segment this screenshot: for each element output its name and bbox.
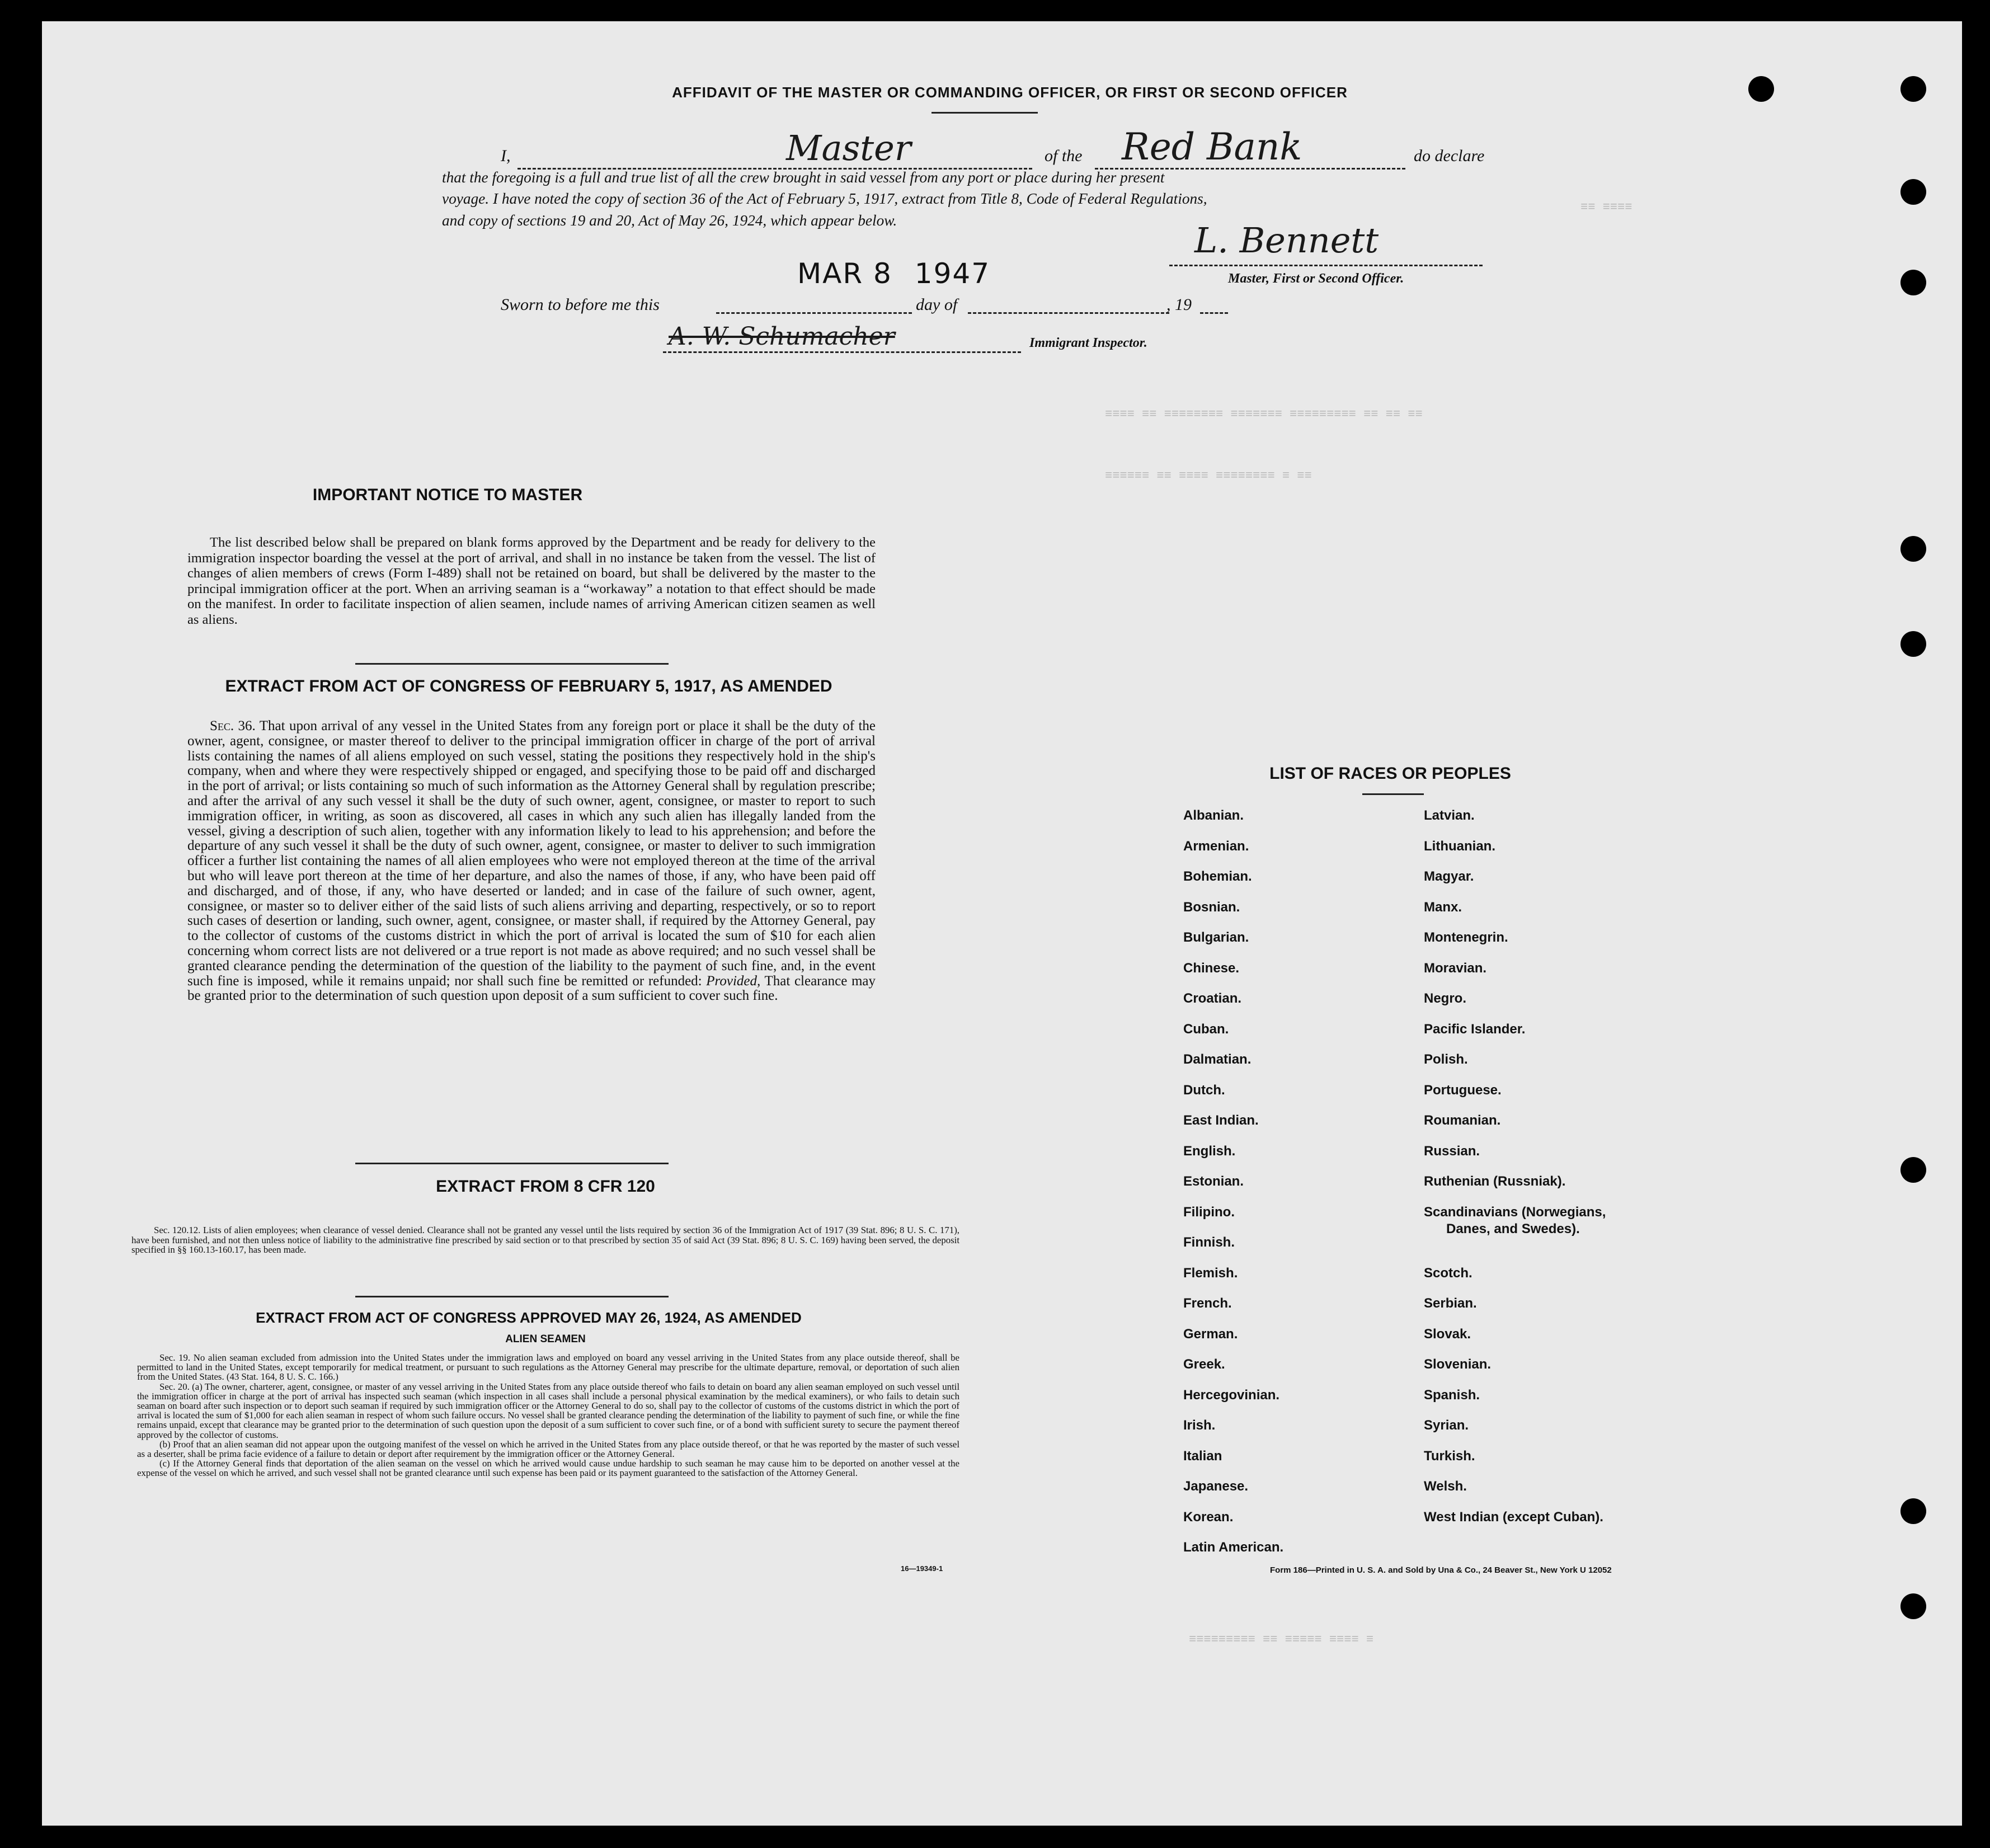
race-item: French. bbox=[1183, 1296, 1232, 1311]
cfr-paragraph: Sec. 120.12. Lists of alien employees; when clearance of vessel denied. Clearance shall not be granted any vessel until the lists required by section 36 of the Immigration Act of 1917 (39 Stat. 896; 8 U. S. C. 171), have been furnished, and not then unless notice of liability to the administrative fine prescribed by said section or to that prescribed by section 35 of said Act (39 Stat. 896; 8 U. S. C. 169) having been served, the deposit specified in §§ 160.13-160.17, has been made. bbox=[131, 1225, 959, 1255]
race-item: Croatian. bbox=[1183, 991, 1242, 1006]
race-item: Moravian. bbox=[1424, 960, 1487, 976]
races-left-column bbox=[1183, 807, 1385, 1570]
race-item: Armenian. bbox=[1183, 838, 1249, 854]
scandinavians-line-2: Danes, and Swedes). bbox=[1446, 1221, 1580, 1236]
scandinavians-line-1: Scandinavians (Norwegians, bbox=[1424, 1204, 1606, 1220]
notice-body bbox=[187, 535, 876, 627]
race-item: East Indian. bbox=[1183, 1113, 1259, 1128]
sworn-month-line bbox=[968, 312, 1169, 314]
extract-1924-title: EXTRACT FROM ACT OF CONGRESS APPROVED MAY 26, 1924, AS AMENDED bbox=[256, 1309, 802, 1326]
races-title-divider bbox=[1362, 793, 1424, 795]
section-36-text: That upon arrival of any vessel in the United States from any foreign port or place it shall be the duty of the owner, agent, consignee, or master thereof to deliver to the principal immigration officer in charge of the port of arrival lists containing the names of all aliens employed on such vessel, stating the positions they respectively hold in the ship's company, when and where they were respectively shipped or engaged, and specifying those to be paid off and discharged in the port of arrival; or lists containing so much of such information as the Attorney General shall by regulation prescribe; and after the arrival of any such vessel it shall be the duty of such owner, agent, consignee, or master to report to such immigration officer, in writing, as soon as discovered, all cases in which any such alien has illegally landed from the vessel, giving a description of such alien, together with any information likely to lead to his apprehension; and before the departure of any such vessel it shall be the duty of such owner, agent, consignee, or master to deliver to such immigration officer a further list containing the names of all alien employees who were not employed thereon at the time of the arrival but who will leave port thereon at the time of her departure, and also the names of those, if any, who have been paid off and discharged, and of those, if any, who have deserted or landed; and in case of the failure of such owner, agent, consignee, or master so to deliver either of the said lists of such aliens arriving and departing, respectively, or so to report such cases of desertion or landing, such owner, agent, consignee, or master shall, if required by the Attorney General, pay to the collector of customs of the customs district in which the port of arrival is located the sum of $10 for each alien concerning whom correct lists are not delivered or a true report is not made as above required; and no such vessel shall be granted clearance pending the determination of the question of the liability to the payment of such fine, and, in the event such fine is imposed, while it remains unpaid; nor shall such fine be remitted or refunded: bbox=[187, 718, 876, 989]
race-item: Hercegovinian. bbox=[1183, 1387, 1280, 1403]
punch-hole bbox=[1900, 76, 1926, 102]
sworn-day-line bbox=[716, 312, 912, 314]
vessel-name-handwritten: Red Bank bbox=[1122, 125, 1302, 168]
race-item: Portuguese. bbox=[1424, 1082, 1502, 1098]
section-19-paragraph: Sec. 19. No alien seaman excluded from admission into the United States under the immigration laws and employed on board any vessel arriving in the United States from any place outside thereof, shall be permitted to land in the United States, except temporarily for medical treatment, or pursuant to such regulations as the Attorney General may prescribe for the ultimate departure, removal, or deportation of such alien from the United States. (43 Stat. 164, 8 U. S. C. 166.) bbox=[137, 1352, 959, 1383]
punch-hole bbox=[1900, 631, 1926, 657]
notice-divider bbox=[355, 663, 669, 665]
race-item-scandinavians bbox=[1424, 1204, 1715, 1265]
punch-hole bbox=[1900, 1498, 1926, 1524]
government-form-number: 16—19349-1 bbox=[901, 1564, 943, 1573]
race-item: Polish. bbox=[1424, 1052, 1468, 1067]
manifest-sheet bbox=[42, 21, 1962, 1826]
race-item: Dalmatian. bbox=[1183, 1052, 1252, 1067]
race-item: German. bbox=[1183, 1326, 1238, 1342]
race-item: Italian bbox=[1183, 1448, 1222, 1464]
race-item: Flemish. bbox=[1183, 1265, 1238, 1281]
sworn-text: Sworn to before me this bbox=[501, 295, 660, 314]
race-item: Bulgarian. bbox=[1183, 930, 1249, 945]
sworn-year-line bbox=[1200, 312, 1228, 314]
race-item: Cuban. bbox=[1183, 1021, 1229, 1037]
inspector-signature-line bbox=[663, 351, 1021, 353]
race-item: Syrian. bbox=[1424, 1418, 1469, 1433]
bleed-through-text: ≡≡≡≡≡≡ ≡≡ ≡≡≡≡ ≡≡≡≡≡≡≡≡ ≡ ≡≡ bbox=[1105, 469, 1312, 483]
declaration-of-the: of the bbox=[1045, 147, 1083, 165]
race-item: Spanish. bbox=[1424, 1387, 1480, 1403]
race-item: Japanese. bbox=[1183, 1479, 1249, 1494]
race-item: Bohemian. bbox=[1183, 869, 1252, 884]
punch-hole bbox=[1900, 179, 1926, 205]
race-item: Filipino. bbox=[1183, 1204, 1235, 1220]
section-36-closing: That clearance may be granted prior to the determination of such question upon deposit of a sum sufficient to cover such fine. bbox=[187, 973, 876, 1004]
race-item: Latin American. bbox=[1183, 1540, 1284, 1555]
race-item: English. bbox=[1183, 1143, 1236, 1159]
extract-1917-body bbox=[187, 719, 876, 1004]
cfr-body bbox=[131, 1225, 959, 1255]
race-item: Chinese. bbox=[1183, 960, 1240, 976]
section-20c-paragraph: (c) If the Attorney General finds that deportation of the alien seaman on the vessel on which he arrived would cause undue hardship to such seaman he may cause him to be deported on another vessel at the expense of the vessel on which he arrived, and such vessel shall not be granted clearance until such expense has been paid or its payment guaranteed to the satisfaction of the Attorney General. bbox=[137, 1458, 959, 1479]
inspector-signature: A. W. Schumacher bbox=[669, 322, 895, 351]
race-item: Greek. bbox=[1183, 1357, 1225, 1372]
race-item: Russian. bbox=[1424, 1143, 1480, 1159]
race-item: Welsh. bbox=[1424, 1479, 1467, 1494]
punch-hole bbox=[1900, 1593, 1926, 1619]
race-item: Albanian. bbox=[1183, 808, 1244, 823]
date-stamp bbox=[797, 257, 990, 290]
extract-1924-body bbox=[137, 1353, 959, 1478]
bleed-through-text: ≡≡ ≡≡≡≡ bbox=[1580, 200, 1633, 214]
declaration-i: I, bbox=[501, 147, 511, 165]
signature-caption: Master, First or Second Officer. bbox=[1228, 271, 1404, 286]
extract-1917-divider bbox=[355, 1163, 669, 1164]
race-item: Slovenian. bbox=[1424, 1357, 1492, 1372]
provided-clause: Provided, bbox=[706, 973, 761, 989]
punch-hole bbox=[1900, 270, 1926, 295]
section-36-label: Sec. 36. bbox=[210, 718, 256, 733]
declaration-line-3: voyage. I have noted the copy of section 36 of the Act of February 5, 1917, extract from Title 8, Code of Federal Regulations, bbox=[442, 190, 1207, 207]
section-36-paragraph bbox=[187, 719, 876, 1004]
race-item: Montenegrin. bbox=[1424, 930, 1508, 945]
section-20a-paragraph: Sec. 20. (a) The owner, charterer, agent, consignee, or master of any vessel arriving in the United States from any place outside thereof who fails to detain on board any alien seaman employed on such vessel until the immigration officer in charge at the port of arrival has inspected such seaman (which inspection in all cases shall include a personal physical examination by the medical examiners), or who fails to detain such seaman on board after such inspection or to deport such seaman if required by such immigration officer or the Attorney General to do so, shall pay to the collector of customs of the customs district in which the port of arrival is located the sum of $1,000 for each alien seaman in respect of whom such failure occurs. No vessel shall be granted clearance pending the determination of the liability to payment of such fine, or while the fine remains unpaid, except that clearance may be granted prior to the determination of such question upon the deposit of a sum sufficient to cover such fine, or of a bond with sufficient surety to secure the payment thereof approved by the collector of customs. bbox=[137, 1381, 959, 1440]
bleed-through-text: ≡≡≡≡≡≡≡≡≡ ≡≡ ≡≡≡≡≡ ≡≡≡≡ ≡ bbox=[1189, 1633, 1374, 1647]
race-item: Scotch. bbox=[1424, 1265, 1472, 1281]
form-printer-footer: Form 186—Printed in U. S. A. and Sold by Una & Co., 24 Beaver St., New York U 12052 bbox=[1270, 1565, 1612, 1575]
race-item: Magyar. bbox=[1424, 869, 1474, 884]
race-item: Negro. bbox=[1424, 991, 1467, 1006]
races-right-column bbox=[1424, 807, 1715, 1539]
race-item: Serbian. bbox=[1424, 1296, 1477, 1311]
extract-1924-subtitle: ALIEN SEAMEN bbox=[505, 1333, 586, 1345]
race-item: Manx. bbox=[1424, 899, 1462, 915]
master-signature: L. Bennett bbox=[1194, 220, 1379, 261]
inspector-caption: Immigrant Inspector. bbox=[1029, 336, 1147, 350]
punch-hole bbox=[1900, 1157, 1926, 1183]
bleed-through-text: ≡≡≡≡ ≡≡ ≡≡≡≡≡≡≡≡ ≡≡≡≡≡≡≡ ≡≡≡≡≡≡≡≡≡ ≡≡ ≡≡ ≡≡ bbox=[1105, 407, 1423, 421]
title-divider bbox=[932, 112, 1038, 114]
cfr-divider bbox=[355, 1296, 669, 1297]
race-item: Latvian. bbox=[1424, 808, 1475, 823]
sworn-day-of: day of bbox=[916, 295, 958, 314]
notice-title: IMPORTANT NOTICE TO MASTER bbox=[312, 486, 583, 504]
race-item: Irish. bbox=[1183, 1418, 1216, 1433]
race-item: Estonian. bbox=[1183, 1174, 1244, 1189]
race-item: Roumanian. bbox=[1424, 1113, 1501, 1128]
declaration-line-2: that the foregoing is a full and true list of all the crew brought in said vessel from any port or place during her present bbox=[442, 169, 1165, 186]
sworn-year-prefix: , 19 bbox=[1166, 295, 1192, 314]
section-20b-paragraph: (b) Proof that an alien seaman did not appear upon the outgoing manifest of the vessel on which he arrived in the United States from any place outside thereof, or that he was reported by the master of such vessel as a deserter, shall be prima facie evidence of a failure to detain or deport after requirement by the immigration officer or the Attorney General. bbox=[137, 1438, 959, 1460]
stamp-date: MAR 8 bbox=[797, 257, 892, 290]
stamp-year: 1947 bbox=[914, 257, 991, 290]
declaration-do-declare: do declare bbox=[1414, 147, 1485, 165]
signature-line bbox=[1169, 265, 1483, 266]
officer-title-handwritten: Master bbox=[786, 128, 911, 168]
affidavit-title: AFFIDAVIT OF THE MASTER OR COMMANDING OFFICER, OR FIRST OR SECOND OFFICER bbox=[672, 84, 1348, 101]
extract-1917-title: EXTRACT FROM ACT OF CONGRESS OF FEBRUARY 5, 1917, AS AMENDED bbox=[225, 677, 832, 695]
notice-paragraph: The list described below shall be prepared on blank forms approved by the Department and be ready for delivery to the immigration inspector boarding the vessel at the port of arrival, and shall in no instance be taken from the vessel. The list of changes of alien members of crews (Form I-489) shall not be retained on board, but shall be delivered by the master to the principal immigration officer at the port. When an arriving seaman is a “workaway” a notation to that effect should be made on the manifest. In order to facilitate inspection of alien seamen, include names of arriving American citizen seamen as well as aliens. bbox=[187, 535, 876, 627]
race-item: Pacific Islander. bbox=[1424, 1021, 1526, 1037]
race-item: West Indian (except Cuban). bbox=[1424, 1509, 1603, 1525]
race-item: Ruthenian (Russniak). bbox=[1424, 1174, 1566, 1189]
race-item: Turkish. bbox=[1424, 1448, 1475, 1464]
race-item: Bosnian. bbox=[1183, 899, 1240, 915]
race-item: Finnish. bbox=[1183, 1235, 1235, 1250]
punch-hole bbox=[1748, 76, 1774, 102]
cfr-title: EXTRACT FROM 8 CFR 120 bbox=[436, 1177, 655, 1196]
race-item: Dutch. bbox=[1183, 1082, 1225, 1098]
race-item: Slovak. bbox=[1424, 1326, 1471, 1342]
race-item: Lithuanian. bbox=[1424, 838, 1495, 854]
races-title: LIST OF RACES OR PEOPLES bbox=[1269, 764, 1511, 783]
race-item: Korean. bbox=[1183, 1509, 1234, 1525]
declaration-line-4: and copy of sections 19 and 20, Act of May 26, 1924, which appear below. bbox=[442, 212, 897, 229]
punch-hole bbox=[1900, 536, 1926, 562]
